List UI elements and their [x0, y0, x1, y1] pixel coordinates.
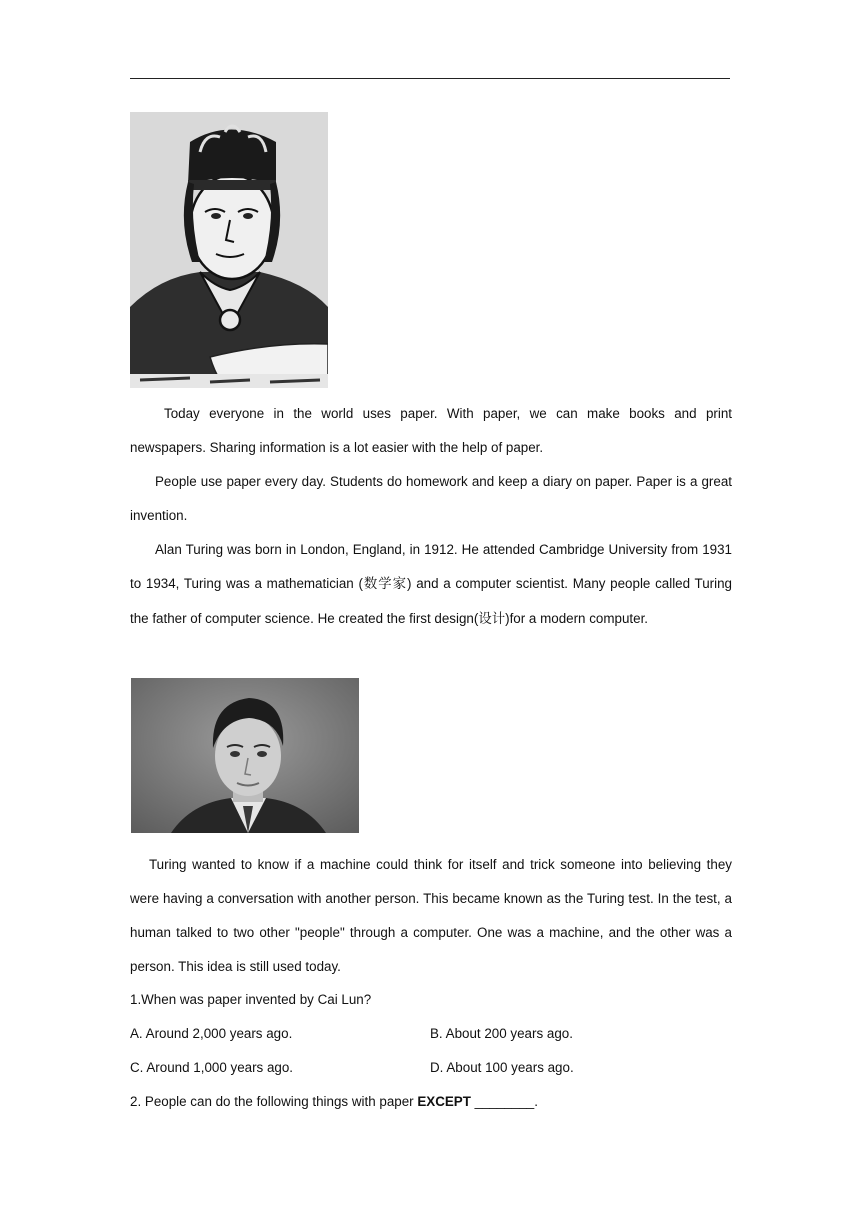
paragraph-4-text: Turing wanted to know if a machine could think for itself and trick someone into believing they were having a conversation with another person. This became known as the Turing test. In the test, a human talked to two other "people" through a computer. One was a machine, and the other was a person. This idea is still used today.	[130, 857, 732, 974]
chinese-design: 设计	[478, 612, 506, 627]
paragraph-4	[130, 848, 732, 984]
paragraph-1-text: Today everyone in the world uses paper. With paper, we can make books and print newspapers. Sharing information is a lot easier with the help of paper.	[130, 406, 732, 455]
question-1-option-d: D. About 100 years ago.	[430, 1060, 574, 1075]
alan-turing-photo	[131, 678, 359, 833]
header-rule	[130, 78, 730, 79]
paragraph-3-part1: Alan Turing was born in London, England, in 1912. He attended Cambridge University from 1931 to 1934, Turing was a mathematician (	[130, 542, 732, 591]
paragraph-3	[130, 533, 732, 637]
paragraph-1	[130, 397, 732, 465]
question-2-stem-except: EXCEPT	[417, 1094, 471, 1109]
chinese-mathematician: 数学家	[362, 577, 408, 592]
paragraph-3-part2: ) and a computer scientist. Many people called Turing the father of computer science. He created the first design(	[130, 576, 732, 626]
question-1-stem: 1.When was paper invented by Cai Lun?	[130, 992, 372, 1007]
question-1-option-c: C. Around 1,000 years ago.	[130, 1060, 294, 1075]
question-1-option-a: A. Around 2,000 years ago.	[130, 1026, 293, 1041]
question-1-option-b: B. About 200 years ago.	[430, 1026, 573, 1041]
cai-lun-portrait	[130, 112, 328, 388]
question-2-stem-pre: 2. People can do the following things with paper	[130, 1094, 418, 1109]
paragraph-3-part3: )for a modern computer.	[505, 611, 649, 626]
question-2-stem-blank: ________.	[470, 1094, 538, 1109]
paragraph-2-text: People use paper every day. Students do homework and keep a diary on paper. Paper is a great invention.	[130, 474, 732, 523]
paragraph-2	[130, 465, 732, 533]
question-2-stem	[130, 1092, 538, 1112]
